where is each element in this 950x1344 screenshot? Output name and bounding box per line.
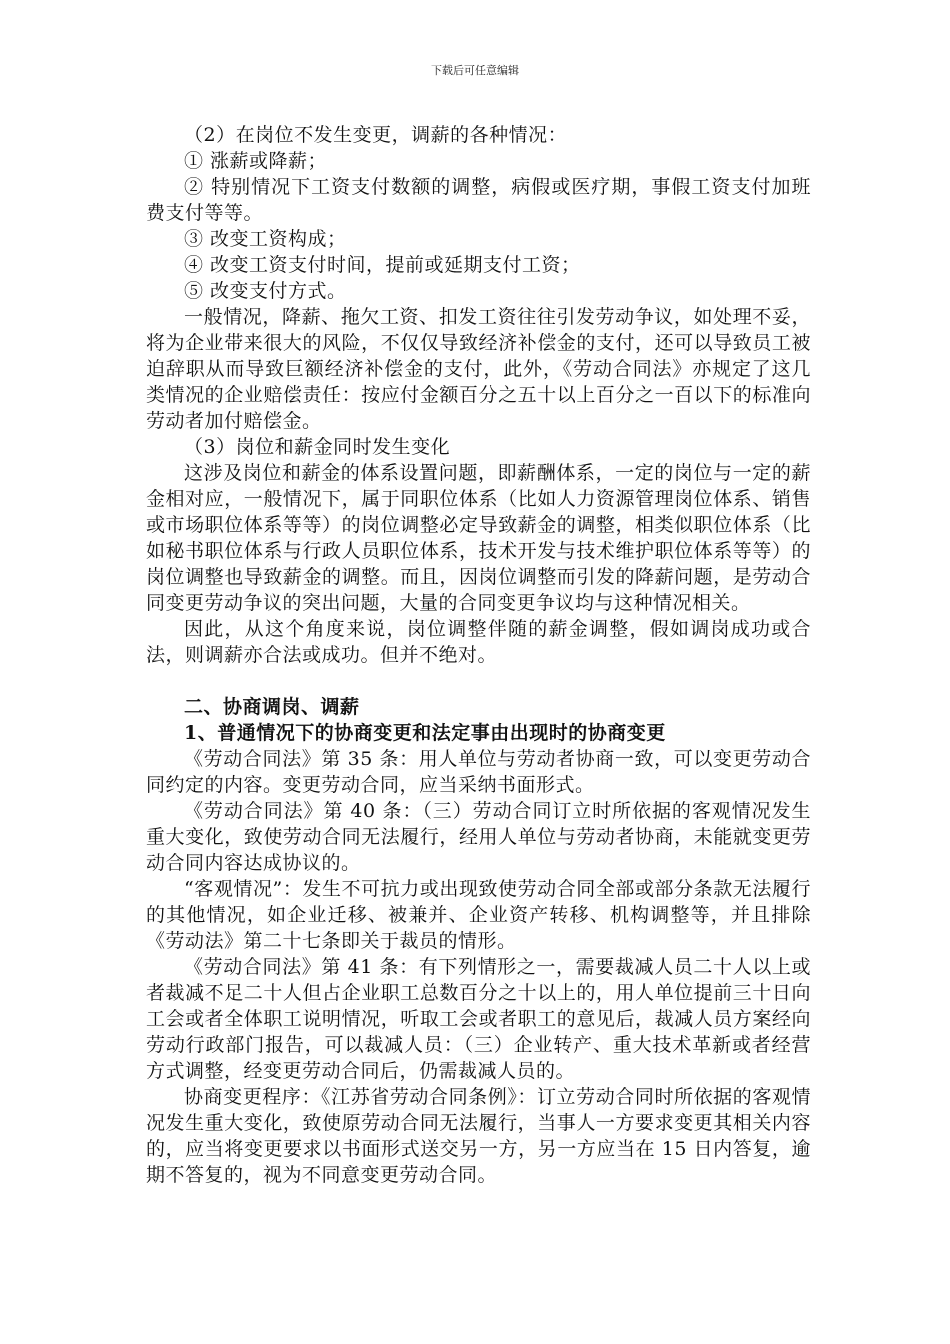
list-item-3: ③ 改变工资构成； <box>184 228 347 250</box>
document-body <box>146 122 811 1188</box>
list-item-5: ⑤ 改变支付方式。 <box>184 280 347 302</box>
page-header: 下载后可任意编辑 <box>431 64 519 77</box>
list-item-1: ① 涨薪或降薪； <box>184 150 328 172</box>
paragraph-article-41: 《劳动合同法》第 41 条：有下列情形之一，需要裁减人员二十人以上或者裁减不足二十人但占企业职工总数百分之十以上的，用人单位提前三十日向工会或者全体职工说明情况，听取工会或者职工的意见后，裁减人员方案经向劳动行政部门报告，可以裁减人员：（三）企业转产、重大技术革新或者经营方式调整，经变更劳动合同后，仍需裁减人员的。 <box>146 956 811 1082</box>
paragraph-conclusion: 因此，从这个角度来说，岗位调整伴随的薪金调整，假如调岗成功或合法，则调薪亦合法或成功。但并不绝对。 <box>146 618 811 666</box>
paragraph-article-40: 《劳动合同法》第 40 条：（三）劳动合同订立时所依据的客观情况发生重大变化，致使劳动合同无法履行，经用人单位与劳动者协商，未能就变更劳动合同内容达成协议的。 <box>146 800 811 874</box>
paragraph-salary-risk: 一般情况，降薪、拖欠工资、扣发工资往往引发劳动争议，如处理不妥，将为企业带来很大的风险，不仅仅导致经济补偿金的支付，还可以导致员工被迫辞职从而导致巨额经济补偿金的支付，此外，《劳动合同法》亦规定了这几类情况的企业赔偿责任：按应付金额百分之五十以上百分之一百以下的标准向劳动者加付赔偿金。 <box>146 306 811 432</box>
paragraph-item-2-heading: （2）在岗位不发生变更，调薪的各种情况： <box>184 124 568 146</box>
list-item-4: ④ 改变工资支付时间，提前或延期支付工资； <box>184 254 581 276</box>
subsection-heading-1: 1、普通情况下的协商变更和法定事由出现时的协商变更 <box>184 722 666 744</box>
paragraph-item-3-heading: （3）岗位和薪金同时发生变化 <box>184 436 451 458</box>
paragraph-article-35: 《劳动合同法》第 35 条：用人单位与劳动者协商一致，可以变更劳动合同约定的内容。变更劳动合同，应当采纳书面形式。 <box>146 748 811 796</box>
paragraph-salary-system: 这涉及岗位和薪金的体系设置问题，即薪酬体系，一定的岗位与一定的薪金相对应，一般情况下，属于同职位体系（比如人力资源管理岗位体系、销售或市场职位体系等等）的岗位调整必定导致薪金的调整，相类似职位体系（比如秘书职位体系与行政人员职位体系，技术开发与技术维护职位体系等等）的岗位调整也导致薪金的调整。而且，因岗位调整而引发的降薪问题，是劳动合同变更劳动争议的突出问题，大量的合同变更争议均与这种情况相关。 <box>146 462 811 614</box>
list-item-2: ② 特别情况下工资支付数额的调整，病假或医疗期，事假工资支付加班费支付等等。 <box>146 176 811 224</box>
paragraph-objective-circumstances: “客观情况”：发生不可抗力或出现致使劳动合同全部或部分条款无法履行的其他情况，如企业迁移、被兼并、企业资产转移、机构调整等，并且排除《劳动法》第二十七条即关于裁员的情形。 <box>146 878 811 952</box>
paragraph-negotiation-procedure: 协商变更程序：《江苏省劳动合同条例》：订立劳动合同时所依据的客观情况发生重大变化，致使原劳动合同无法履行，当事人一方要求变更其相关内容的，应当将变更要求以书面形式送交另一方，另一方应当在 15 日内答复，逾期不答复的，视为不同意变更劳动合同。 <box>146 1086 811 1186</box>
section-heading-2: 二、协商调岗、调薪 <box>184 696 360 718</box>
